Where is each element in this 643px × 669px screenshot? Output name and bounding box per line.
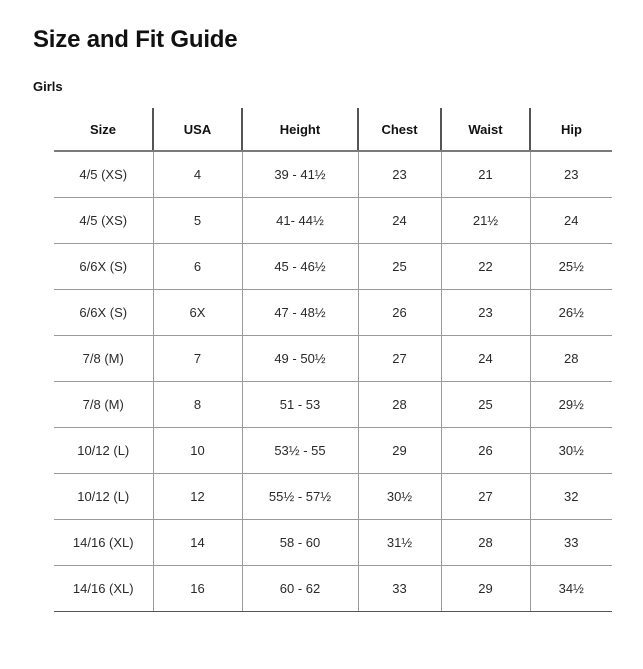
cell-usa: 10: [153, 428, 242, 474]
header-size: Size: [54, 108, 153, 151]
cell-hip: 30½: [530, 428, 612, 474]
cell-size: 7/8 (M): [54, 382, 153, 428]
table-row: [54, 244, 612, 290]
table-row: [54, 566, 612, 612]
cell-chest: 26: [358, 290, 441, 336]
cell-usa: 12: [153, 474, 242, 520]
cell-chest: 31½: [358, 520, 441, 566]
cell-chest: 24: [358, 198, 441, 244]
cell-height: 41- 44½: [242, 198, 358, 244]
cell-height: 53½ - 55: [242, 428, 358, 474]
cell-hip: 32: [530, 474, 612, 520]
table-row: [54, 198, 612, 244]
cell-size: 4/5 (XS): [54, 198, 153, 244]
cell-chest: 25: [358, 244, 441, 290]
cell-waist: 24: [441, 336, 530, 382]
cell-usa: 4: [153, 151, 242, 198]
cell-chest: 33: [358, 566, 441, 612]
cell-size: 14/16 (XL): [54, 566, 153, 612]
cell-hip: 28: [530, 336, 612, 382]
cell-hip: 26½: [530, 290, 612, 336]
cell-waist: 25: [441, 382, 530, 428]
cell-hip: 29½: [530, 382, 612, 428]
cell-size: 7/8 (M): [54, 336, 153, 382]
cell-size: 10/12 (L): [54, 428, 153, 474]
table-row: [54, 428, 612, 474]
cell-usa: 7: [153, 336, 242, 382]
cell-waist: 23: [441, 290, 530, 336]
cell-waist: 26: [441, 428, 530, 474]
size-chart-table: [54, 108, 612, 612]
cell-waist: 21: [441, 151, 530, 198]
cell-waist: 21½: [441, 198, 530, 244]
cell-hip: 23: [530, 151, 612, 198]
cell-waist: 27: [441, 474, 530, 520]
cell-size: 4/5 (XS): [54, 151, 153, 198]
cell-usa: 6X: [153, 290, 242, 336]
cell-size: 6/6X (S): [54, 290, 153, 336]
cell-usa: 8: [153, 382, 242, 428]
header-height: Height: [242, 108, 358, 151]
cell-height: 58 - 60: [242, 520, 358, 566]
cell-usa: 16: [153, 566, 242, 612]
cell-height: 47 - 48½: [242, 290, 358, 336]
cell-height: 51 - 53: [242, 382, 358, 428]
cell-hip: 33: [530, 520, 612, 566]
cell-size: 14/16 (XL): [54, 520, 153, 566]
cell-chest: 28: [358, 382, 441, 428]
cell-height: 55½ - 57½: [242, 474, 358, 520]
table-row: [54, 336, 612, 382]
cell-height: 60 - 62: [242, 566, 358, 612]
cell-waist: 28: [441, 520, 530, 566]
table-header-row: [54, 108, 612, 151]
table-row: [54, 151, 612, 198]
header-usa: USA: [153, 108, 242, 151]
section-label-girls: Girls: [33, 79, 63, 94]
cell-chest: 23: [358, 151, 441, 198]
cell-waist: 22: [441, 244, 530, 290]
table-row: [54, 474, 612, 520]
page-title: Size and Fit Guide: [33, 26, 238, 53]
table-row: [54, 382, 612, 428]
cell-chest: 30½: [358, 474, 441, 520]
table-row: [54, 290, 612, 336]
cell-usa: 14: [153, 520, 242, 566]
cell-usa: 5: [153, 198, 242, 244]
cell-size: 6/6X (S): [54, 244, 153, 290]
cell-height: 39 - 41½: [242, 151, 358, 198]
header-waist: Waist: [441, 108, 530, 151]
cell-hip: 24: [530, 198, 612, 244]
cell-height: 49 - 50½: [242, 336, 358, 382]
header-chest: Chest: [358, 108, 441, 151]
table-row: [54, 520, 612, 566]
cell-hip: 25½: [530, 244, 612, 290]
cell-chest: 27: [358, 336, 441, 382]
header-hip: Hip: [530, 108, 612, 151]
cell-waist: 29: [441, 566, 530, 612]
cell-size: 10/12 (L): [54, 474, 153, 520]
cell-chest: 29: [358, 428, 441, 474]
cell-height: 45 - 46½: [242, 244, 358, 290]
cell-usa: 6: [153, 244, 242, 290]
cell-hip: 34½: [530, 566, 612, 612]
